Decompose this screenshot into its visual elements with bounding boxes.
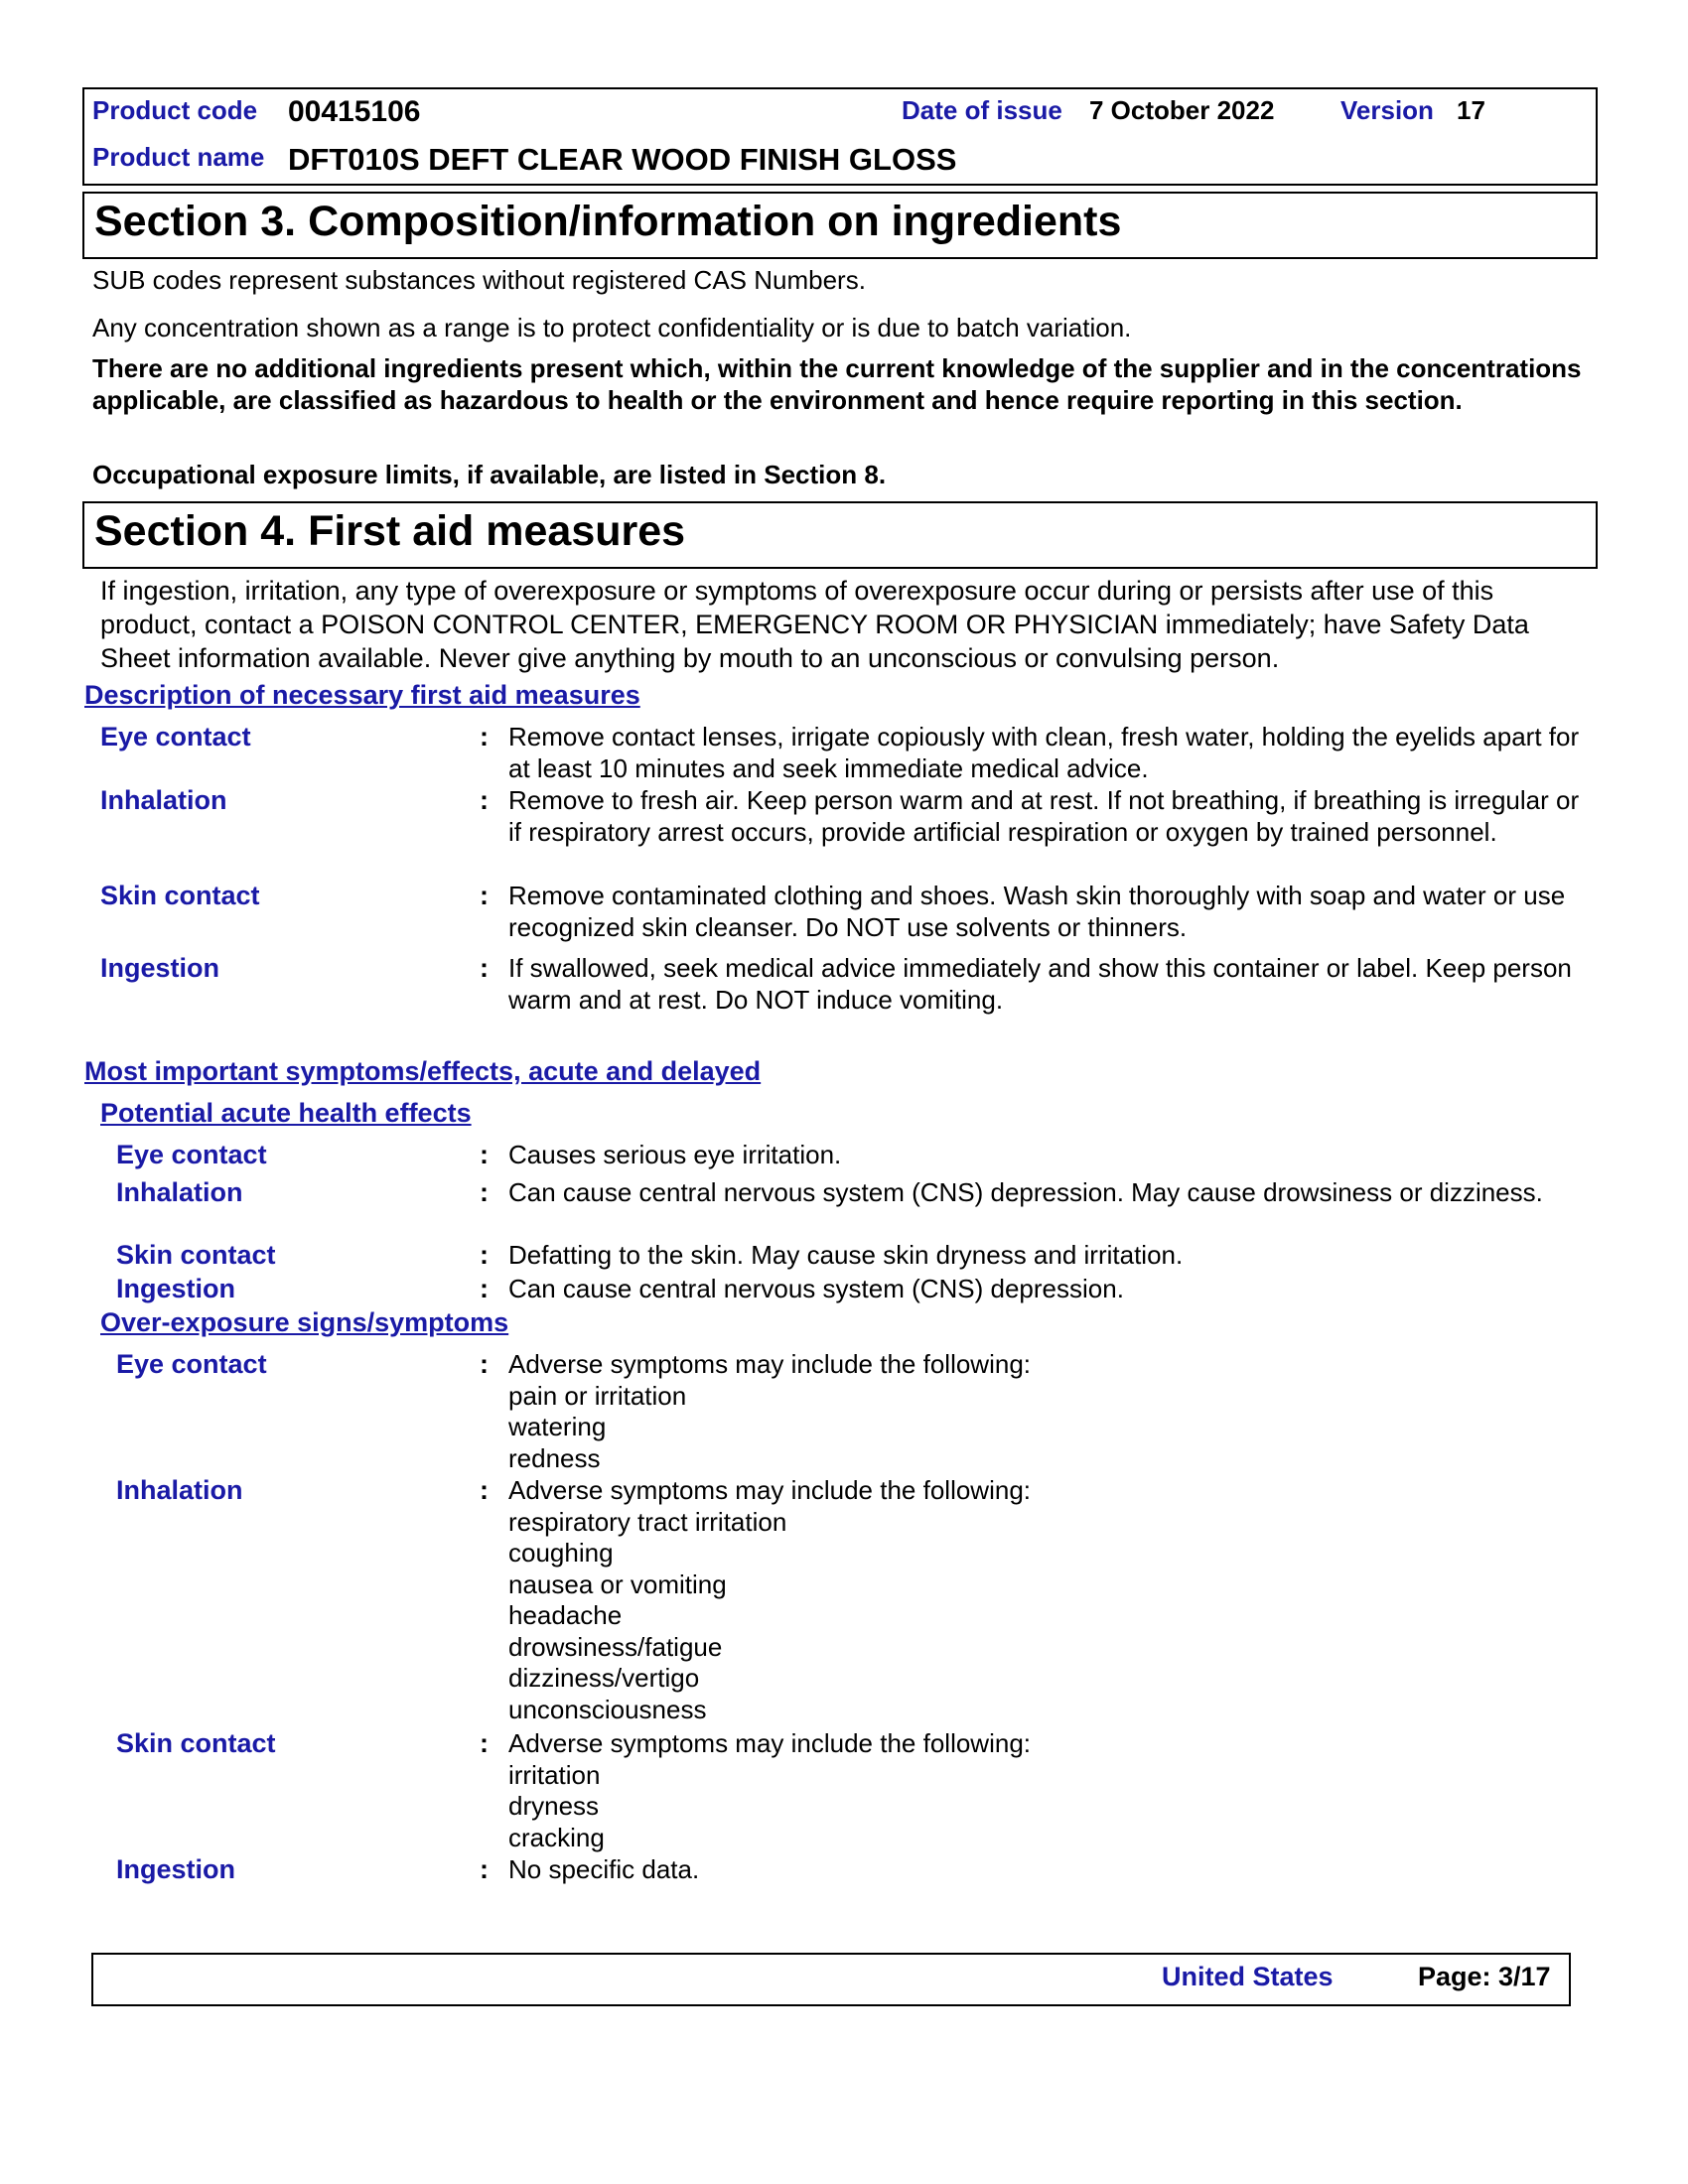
symptom-line: drowsiness/fatigue — [508, 1631, 723, 1662]
date-label: Date of issue — [902, 95, 1062, 125]
acute-inhalation-label: Inhalation — [116, 1177, 243, 1207]
symptom-line: respiratory tract irritation — [508, 1506, 787, 1537]
symptoms-heading: Most important symptoms/effects, acute and delayed — [84, 1056, 762, 1086]
symptom-line: headache — [508, 1600, 623, 1630]
first-aid-measures-heading: Description of necessary first aid measures — [84, 680, 640, 710]
over-skin-label: Skin contact — [116, 1728, 276, 1758]
first-aid-eye-text: Remove contact lenses, irrigate copiously with clean, fresh water, holding the eyelids apart for at least 10 minutes and seek immediate medical advice. — [508, 722, 1580, 783]
colon: : — [480, 1475, 489, 1505]
over-inhalation-symptoms — [508, 1475, 1581, 1725]
section-3-ingredients-statement: There are no additional ingredients present which, within the current knowledge of the supplier and in the concentrations applicable, are classified as hazardous to health or the environment and hence require reporting in this section. — [92, 353, 1582, 415]
section-3-concentration-note: Any concentration shown as a range is to protect confidentiality or is due to batch variation. — [92, 313, 1132, 342]
acute-eye-text: Causes serious eye irritation. — [508, 1140, 842, 1169]
page-footer — [91, 1953, 1571, 2006]
colon: : — [480, 1274, 489, 1303]
colon: : — [480, 722, 489, 751]
symptom-line: Adverse symptoms may include the following: — [508, 1475, 1032, 1505]
over-ingestion-label: Ingestion — [116, 1854, 235, 1884]
symptom-line: cracking — [508, 1822, 605, 1852]
date-of-issue: 7 October 2022 — [1089, 95, 1275, 125]
symptom-line: dizziness/vertigo — [508, 1663, 700, 1693]
symptom-line: dryness — [508, 1791, 600, 1821]
product-name: DFT010S DEFT CLEAR WOOD FINISH GLOSS — [288, 142, 957, 177]
version-label: Version — [1340, 95, 1434, 125]
over-exposure-heading: Over-exposure signs/symptoms — [100, 1307, 509, 1337]
colon: : — [480, 1240, 489, 1270]
over-eye-symptoms — [508, 1349, 1581, 1474]
first-aid-eye-label: Eye contact — [100, 722, 251, 751]
symptom-line: redness — [508, 1442, 601, 1473]
symptom-line: watering — [508, 1412, 607, 1441]
first-aid-inhalation-text: Remove to fresh air. Keep person warm and at rest. If not breathing, if breathing is irregular or if respiratory arrest occurs, provide artificial respiration or oxygen by trained personnel. — [508, 785, 1580, 847]
acute-eye-label: Eye contact — [116, 1140, 267, 1169]
first-aid-ingestion-label: Ingestion — [100, 953, 219, 983]
product-code-label: Product code — [92, 95, 258, 125]
acute-effects-heading: Potential acute health effects — [100, 1098, 472, 1128]
colon: : — [480, 1854, 489, 1884]
product-name-label: Product name — [92, 142, 265, 172]
page-number: Page: 3/17 — [1418, 1962, 1551, 1991]
first-aid-intro: If ingestion, irritation, any type of overexposure or symptoms of overexposure occur during or persists after use of this product, contact a POISON CONTROL CENTER, EMERGENCY ROOM OR PHYSICIAN immediately; have Safety Data Sheet information available. Never give anything by mouth to an unconscious or convulsing person. — [100, 576, 1529, 673]
symptom-line: coughing — [508, 1538, 614, 1568]
colon: : — [480, 1349, 489, 1379]
over-skin-symptoms — [508, 1728, 1581, 1853]
over-eye-label: Eye contact — [116, 1349, 267, 1379]
section-3-exposure-note: Occupational exposure limits, if available, are listed in Section 8. — [92, 460, 887, 489]
footer-country: United States — [1162, 1962, 1334, 1991]
acute-ingestion-label: Ingestion — [116, 1274, 235, 1303]
symptom-line: Adverse symptoms may include the following: — [508, 1349, 1032, 1379]
colon: : — [480, 881, 489, 910]
symptom-line: No specific data. — [508, 1854, 700, 1884]
first-aid-skin-label: Skin contact — [100, 881, 260, 910]
section-4-header — [82, 501, 1598, 569]
symptom-line: pain or irritation — [508, 1380, 687, 1411]
colon: : — [480, 785, 489, 815]
section-4-title: Section 4. First aid measures — [94, 507, 686, 555]
symptom-line: nausea or vomiting — [508, 1569, 727, 1599]
first-aid-inhalation-label: Inhalation — [100, 785, 227, 815]
symptom-line: irritation — [508, 1759, 601, 1790]
acute-skin-label: Skin contact — [116, 1240, 276, 1270]
first-aid-ingestion-text: If swallowed, seek medical advice immediately and show this container or label. Keep person warm and at rest. Do NOT induce vomiting. — [508, 953, 1572, 1015]
colon: : — [480, 953, 489, 983]
section-3-sub-codes-note: SUB codes represent substances without registered CAS Numbers. — [92, 265, 866, 295]
symptom-line: unconsciousness — [508, 1694, 707, 1724]
colon: : — [480, 1177, 489, 1207]
section-3-header — [82, 192, 1598, 259]
first-aid-skin-text: Remove contaminated clothing and shoes. Wash skin thoroughly with soap and water or use recognized skin cleanser. Do NOT use solvents or thinners. — [508, 881, 1566, 942]
symptom-line: Adverse symptoms may include the following: — [508, 1728, 1032, 1758]
colon: : — [480, 1728, 489, 1758]
over-inhalation-label: Inhalation — [116, 1475, 243, 1505]
over-ingestion-symptoms — [508, 1854, 1581, 1886]
section-3-title: Section 3. Composition/information on ingredients — [94, 198, 1122, 245]
acute-skin-text: Defatting to the skin. May cause skin dryness and irritation. — [508, 1240, 1184, 1270]
acute-ingestion-text: Can cause central nervous system (CNS) depression. — [508, 1274, 1124, 1303]
version-number: 17 — [1457, 95, 1485, 125]
product-code: 00415106 — [288, 95, 421, 128]
colon: : — [480, 1140, 489, 1169]
acute-inhalation-text: Can cause central nervous system (CNS) depression. May cause drowsiness or dizziness. — [508, 1177, 1543, 1207]
